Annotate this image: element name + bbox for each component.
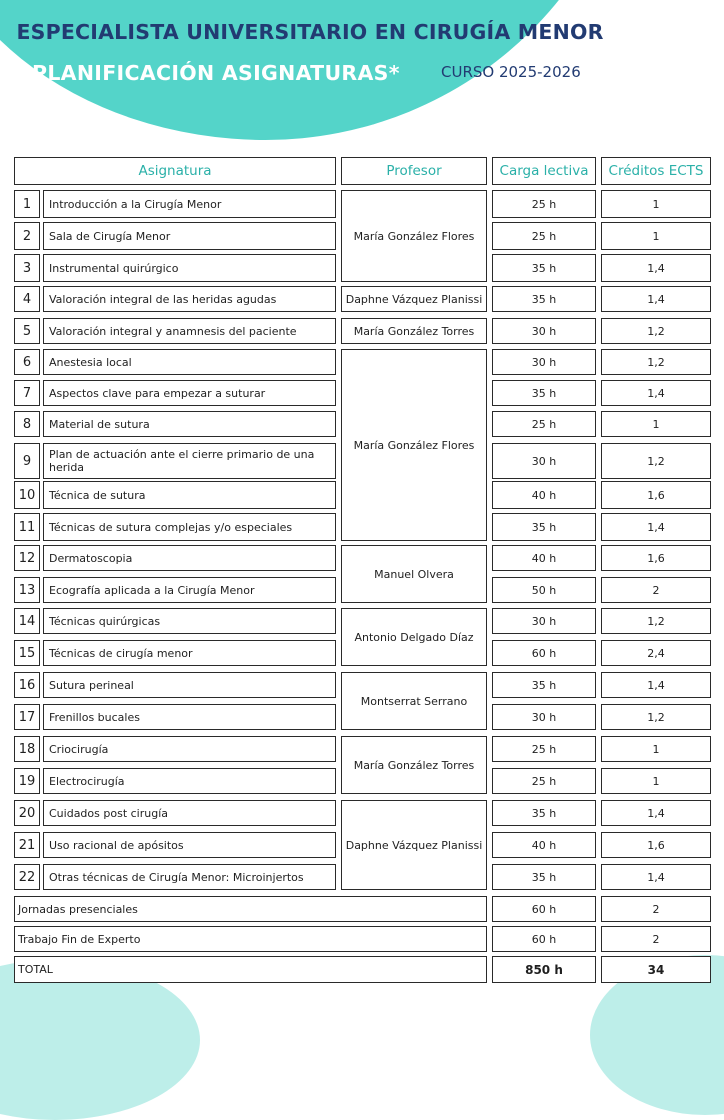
row-number: 13 bbox=[14, 577, 40, 603]
teaching-hours: 40 h bbox=[492, 481, 596, 509]
subject-name: Técnicas de cirugía menor bbox=[43, 640, 336, 666]
row-number: 21 bbox=[14, 832, 40, 858]
teaching-hours: 60 h bbox=[492, 640, 596, 666]
professor-name: María González Flores bbox=[341, 190, 487, 282]
ects-credits: 1,6 bbox=[601, 481, 711, 509]
subject-name: Cuidados post cirugía bbox=[43, 800, 336, 826]
row-number: 10 bbox=[14, 481, 40, 509]
professor-name: Antonio Delgado Díaz bbox=[341, 608, 487, 666]
subject-name: Técnicas de sutura complejas y/o especiales bbox=[43, 513, 336, 541]
teaching-hours: 25 h bbox=[492, 411, 596, 437]
teaching-hours: 50 h bbox=[492, 577, 596, 603]
teaching-hours: 35 h bbox=[492, 513, 596, 541]
teaching-hours: 35 h bbox=[492, 380, 596, 406]
row-number: 17 bbox=[14, 704, 40, 730]
teaching-hours: 25 h bbox=[492, 736, 596, 762]
extra-activity-ects: 2 bbox=[601, 896, 711, 922]
teaching-hours: 30 h bbox=[492, 318, 596, 344]
teaching-hours: 40 h bbox=[492, 832, 596, 858]
ects-credits: 1,2 bbox=[601, 349, 711, 375]
ects-credits: 1,2 bbox=[601, 608, 711, 634]
row-number: 22 bbox=[14, 864, 40, 890]
teaching-hours: 35 h bbox=[492, 672, 596, 698]
professor-name: María González Torres bbox=[341, 736, 487, 794]
ects-credits: 1,4 bbox=[601, 286, 711, 312]
row-number: 8 bbox=[14, 411, 40, 437]
subject-name: Plan de actuación ante el cierre primario de una herida bbox=[43, 443, 336, 479]
teaching-hours: 30 h bbox=[492, 349, 596, 375]
row-number: 18 bbox=[14, 736, 40, 762]
ects-credits: 1 bbox=[601, 411, 711, 437]
teaching-hours: 25 h bbox=[492, 190, 596, 218]
ects-credits: 1,6 bbox=[601, 545, 711, 571]
subject-name: Frenillos bucales bbox=[43, 704, 336, 730]
ects-credits: 2,4 bbox=[601, 640, 711, 666]
teaching-hours: 30 h bbox=[492, 608, 596, 634]
header-subject: Asignatura bbox=[14, 157, 336, 185]
ects-credits: 1 bbox=[601, 222, 711, 250]
ects-credits: 1,2 bbox=[601, 318, 711, 344]
teaching-hours: 25 h bbox=[492, 222, 596, 250]
row-number: 16 bbox=[14, 672, 40, 698]
ects-credits: 1,6 bbox=[601, 832, 711, 858]
professor-name: Manuel Olvera bbox=[341, 545, 487, 603]
header-credits: Créditos ECTS bbox=[601, 157, 711, 185]
row-number: 19 bbox=[14, 768, 40, 794]
subject-name: Sala de Cirugía Menor bbox=[43, 222, 336, 250]
subject-name: Criocirugía bbox=[43, 736, 336, 762]
extra-activity-ects: 2 bbox=[601, 926, 711, 952]
professor-name: Montserrat Serrano bbox=[341, 672, 487, 730]
subject-name: Dermatoscopia bbox=[43, 545, 336, 571]
total-label: TOTAL bbox=[14, 956, 487, 983]
teaching-hours: 30 h bbox=[492, 704, 596, 730]
extra-activity-hours: 60 h bbox=[492, 896, 596, 922]
subject-name: Aspectos clave para empezar a suturar bbox=[43, 380, 336, 406]
ects-credits: 1,4 bbox=[601, 672, 711, 698]
page-title: ESPECIALISTA UNIVERSITARIO EN CIRUGÍA MENOR bbox=[16, 20, 604, 44]
ects-credits: 1,4 bbox=[601, 513, 711, 541]
header-load: Carga lectiva bbox=[492, 157, 596, 185]
page-subtitle: PLANIFICACIÓN ASIGNATURAS* bbox=[32, 61, 400, 85]
row-number: 11 bbox=[14, 513, 40, 541]
subject-name: Sutura perineal bbox=[43, 672, 336, 698]
ects-credits: 1,4 bbox=[601, 380, 711, 406]
teaching-hours: 35 h bbox=[492, 864, 596, 890]
teaching-hours: 35 h bbox=[492, 254, 596, 282]
row-number: 7 bbox=[14, 380, 40, 406]
subject-name: Otras técnicas de Cirugía Menor: Microinjertos bbox=[43, 864, 336, 890]
extra-activity-hours: 60 h bbox=[492, 926, 596, 952]
header-professor: Profesor bbox=[341, 157, 487, 185]
subject-name: Técnica de sutura bbox=[43, 481, 336, 509]
teaching-hours: 40 h bbox=[492, 545, 596, 571]
subject-name: Ecografía aplicada a la Cirugía Menor bbox=[43, 577, 336, 603]
professor-name: María González Torres bbox=[341, 318, 487, 344]
row-number: 2 bbox=[14, 222, 40, 250]
teaching-hours: 30 h bbox=[492, 443, 596, 479]
ects-credits: 1 bbox=[601, 768, 711, 794]
extra-activity-label: Jornadas presenciales bbox=[14, 896, 487, 922]
teaching-hours: 25 h bbox=[492, 768, 596, 794]
row-number: 1 bbox=[14, 190, 40, 218]
extra-activity-label: Trabajo Fin de Experto bbox=[14, 926, 487, 952]
ects-credits: 1,2 bbox=[601, 443, 711, 479]
ects-credits: 1,4 bbox=[601, 864, 711, 890]
ects-credits: 2 bbox=[601, 577, 711, 603]
row-number: 4 bbox=[14, 286, 40, 312]
total-ects: 34 bbox=[601, 956, 711, 983]
subject-name: Introducción a la Cirugía Menor bbox=[43, 190, 336, 218]
ects-credits: 1 bbox=[601, 736, 711, 762]
row-number: 9 bbox=[14, 443, 40, 479]
subject-name: Uso racional de apósitos bbox=[43, 832, 336, 858]
professor-name: María González Flores bbox=[341, 349, 487, 541]
course-year: CURSO 2025-2026 bbox=[441, 63, 581, 81]
professor-name: Daphne Vázquez Planissi bbox=[341, 800, 487, 890]
teaching-hours: 35 h bbox=[492, 286, 596, 312]
row-number: 6 bbox=[14, 349, 40, 375]
subject-name: Valoración integral de las heridas agudas bbox=[43, 286, 336, 312]
decorative-corner-shape-left bbox=[0, 960, 200, 1120]
row-number: 15 bbox=[14, 640, 40, 666]
row-number: 3 bbox=[14, 254, 40, 282]
professor-name: Daphne Vázquez Planissi bbox=[341, 286, 487, 312]
row-number: 12 bbox=[14, 545, 40, 571]
row-number: 20 bbox=[14, 800, 40, 826]
row-number: 5 bbox=[14, 318, 40, 344]
subject-name: Anestesia local bbox=[43, 349, 336, 375]
subject-name: Técnicas quirúrgicas bbox=[43, 608, 336, 634]
teaching-hours: 35 h bbox=[492, 800, 596, 826]
ects-credits: 1,4 bbox=[601, 800, 711, 826]
total-hours: 850 h bbox=[492, 956, 596, 983]
subject-name: Electrocirugía bbox=[43, 768, 336, 794]
ects-credits: 1 bbox=[601, 190, 711, 218]
subject-name: Valoración integral y anamnesis del paciente bbox=[43, 318, 336, 344]
row-number: 14 bbox=[14, 608, 40, 634]
subject-name: Instrumental quirúrgico bbox=[43, 254, 336, 282]
ects-credits: 1,2 bbox=[601, 704, 711, 730]
ects-credits: 1,4 bbox=[601, 254, 711, 282]
subject-name: Material de sutura bbox=[43, 411, 336, 437]
